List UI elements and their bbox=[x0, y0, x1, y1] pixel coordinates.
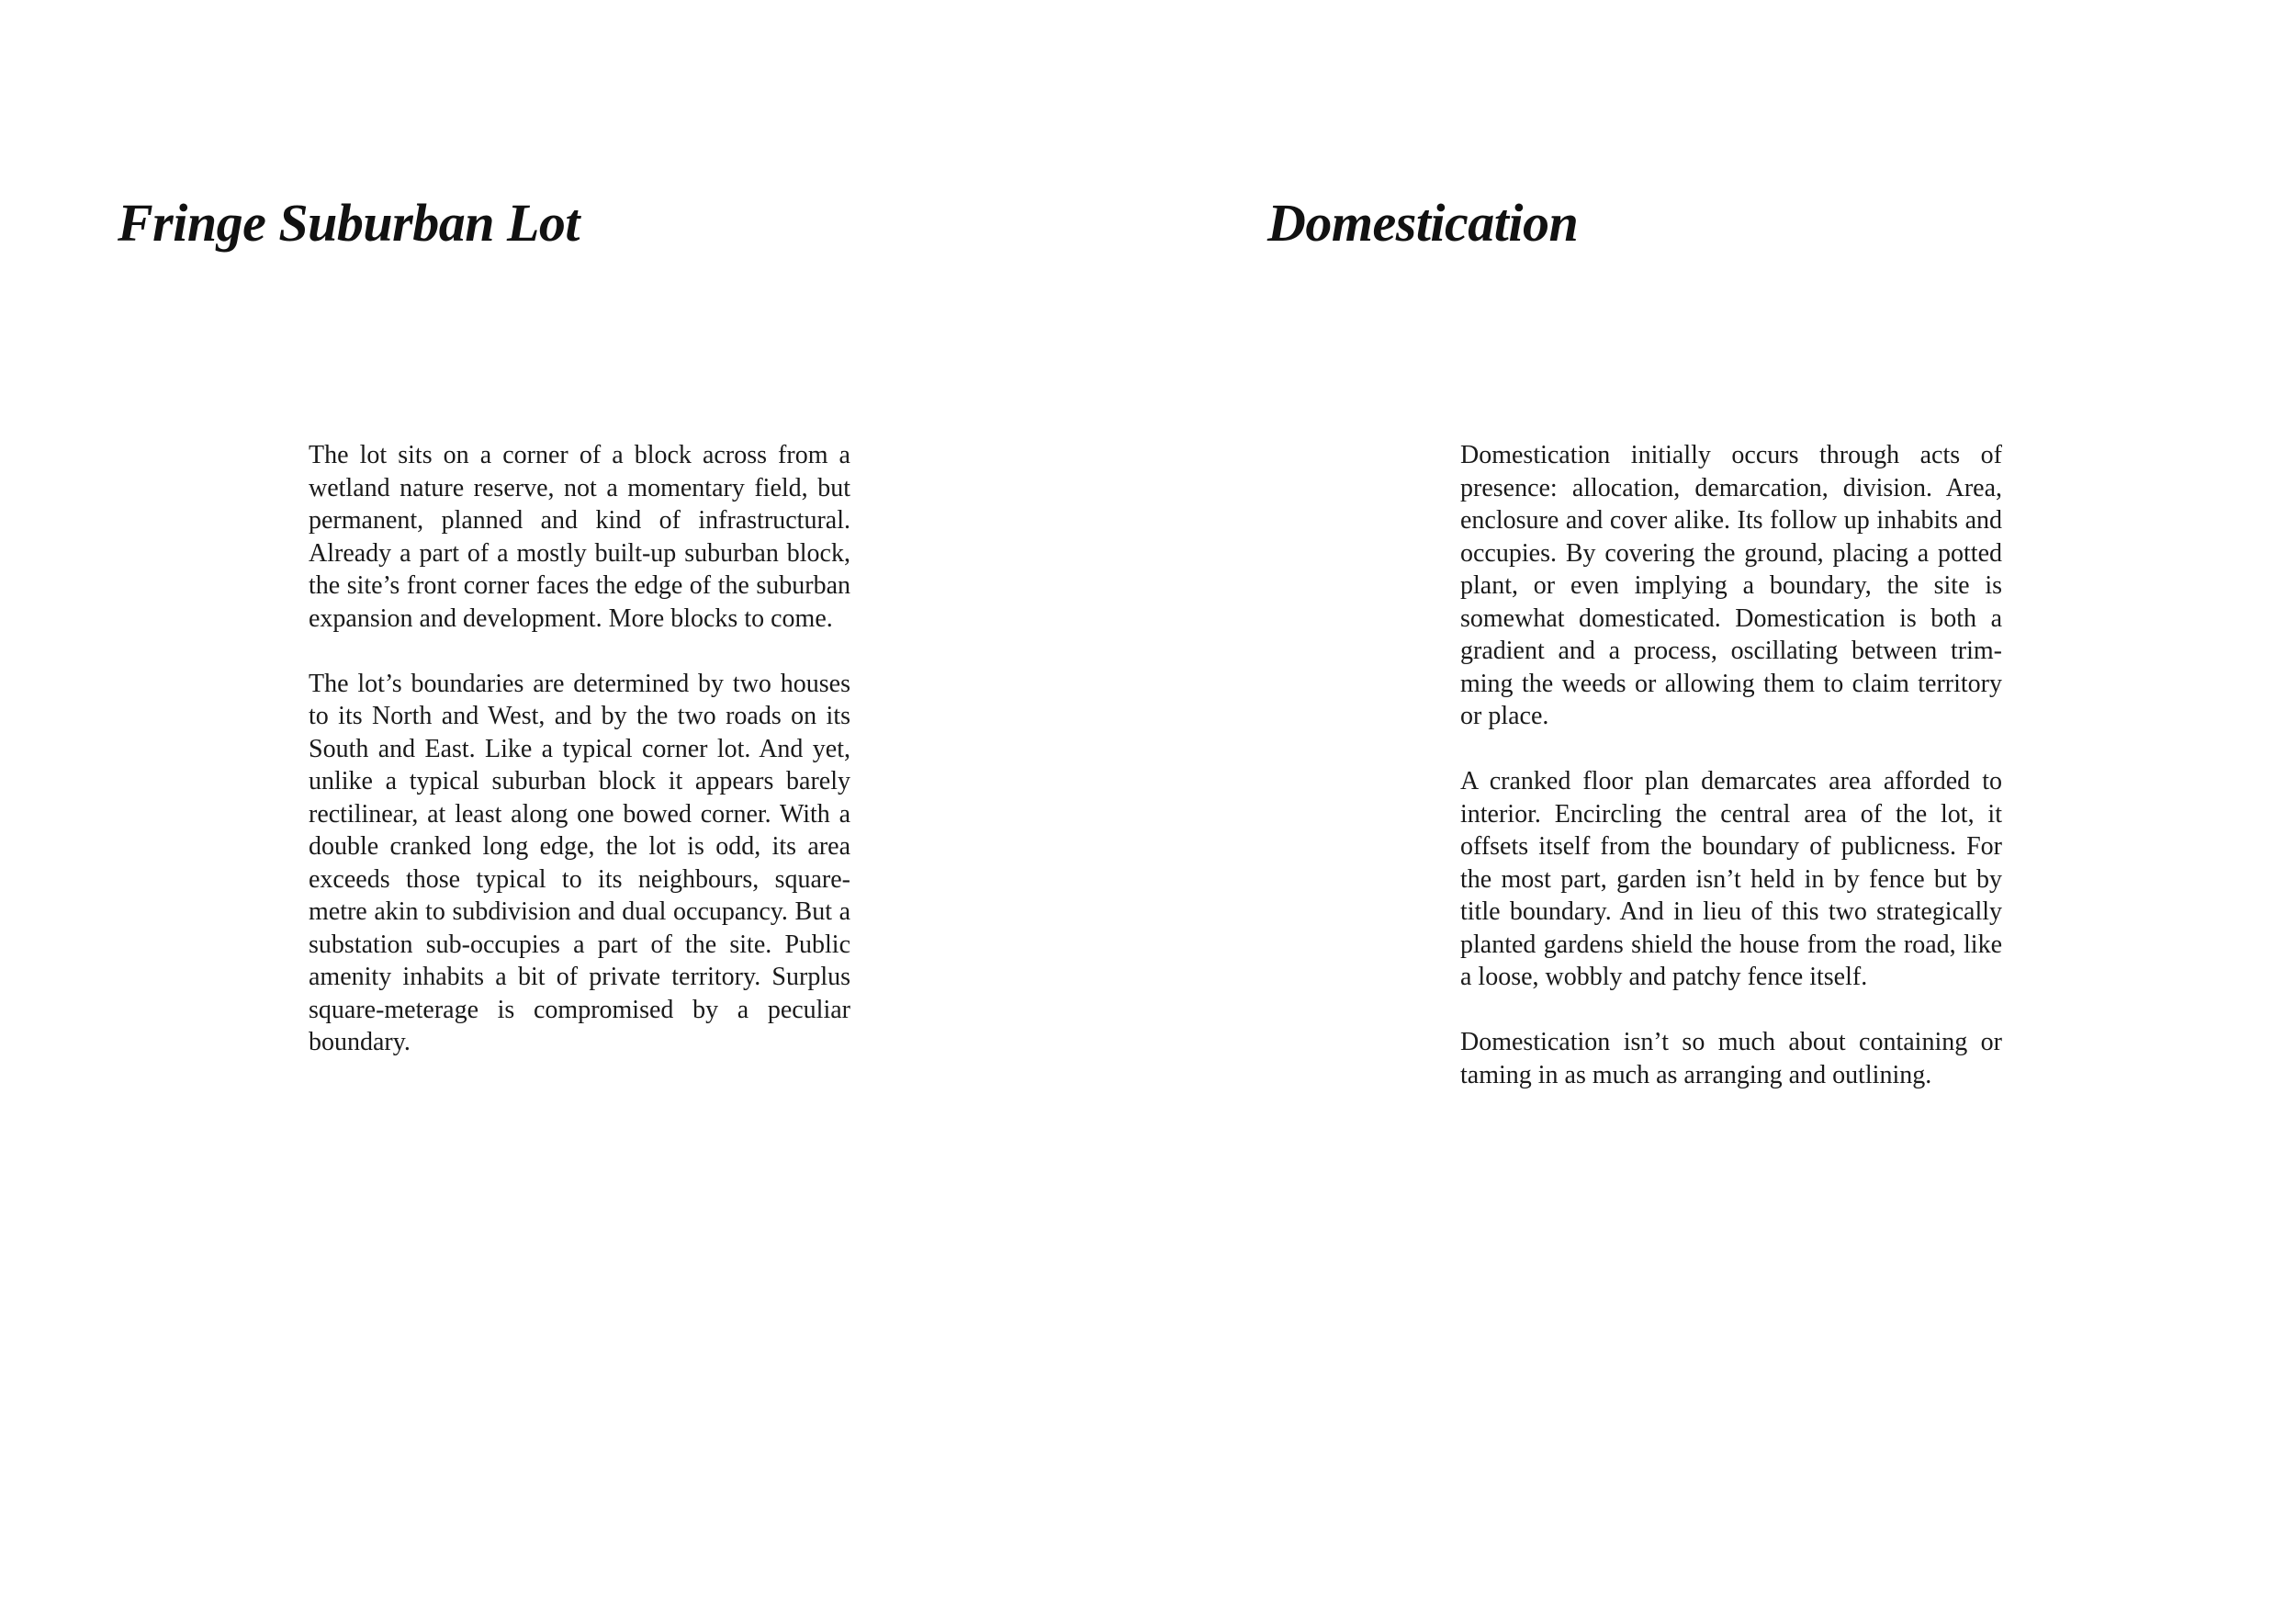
paragraph: Domestication initially occurs through acts of presence: allocation, demarcation, division. Area, enclosure and cover alike. Its follow up inhabits and occupies. By covering the ground, placing a potted plant, or even implying a boundary, the site is somewhat domesticated. Domestication is both a gradient and a process, oscillating between trimming the weeds or allowing them to claim territory or place. bbox=[1460, 441, 2002, 730]
body-text bbox=[309, 439, 850, 1059]
paragraph: A cranked floor plan demarcates area afforded to interior. Encircling the central area of the lot, it offsets itself from the boundary of publicness. For the most part, garden isn’t held in by fence but by title boundary. And in lieu of this two strategically planted gardens shield the house from the road, like a loose, wobbly and patchy fence itself. bbox=[1460, 767, 2002, 991]
page-title: Fringe Suburban Lot bbox=[118, 193, 580, 253]
body-text bbox=[1460, 439, 2002, 1091]
page-title: Domestication bbox=[1267, 193, 1579, 253]
paragraph: Domestication isn’t so much about containing or taming in as much as arranging and outlining. bbox=[1460, 1028, 2002, 1089]
paragraph: The lot sits on a corner of a block across from a wetland nature reserve, not a momentary field, but permanent, planned and kind of infrastructural. Already a part of a mostly built-up suburban block, the site’s front corner faces the edge of the suburban expansion and development. More blocks to come. bbox=[309, 441, 850, 633]
paragraph: The lot’s boundaries are determined by two houses to its North and West, and by the two roads on its South and East. Like a typical corner lot. And yet, unlike a typical suburban block it appears barely rectilinear, at least along one bowed corner. With a double cranked long edge, the lot is odd, its area exceeds those typical to its neighbours, square-metre akin to subdivision and dual occupancy. But a substation sub-occupies a part of the site. Public amenity inhabits a bit of private territory. Surplus square-meterage is compromised by a peculiar boundary. bbox=[309, 669, 850, 1056]
right-page bbox=[1148, 0, 2296, 1624]
